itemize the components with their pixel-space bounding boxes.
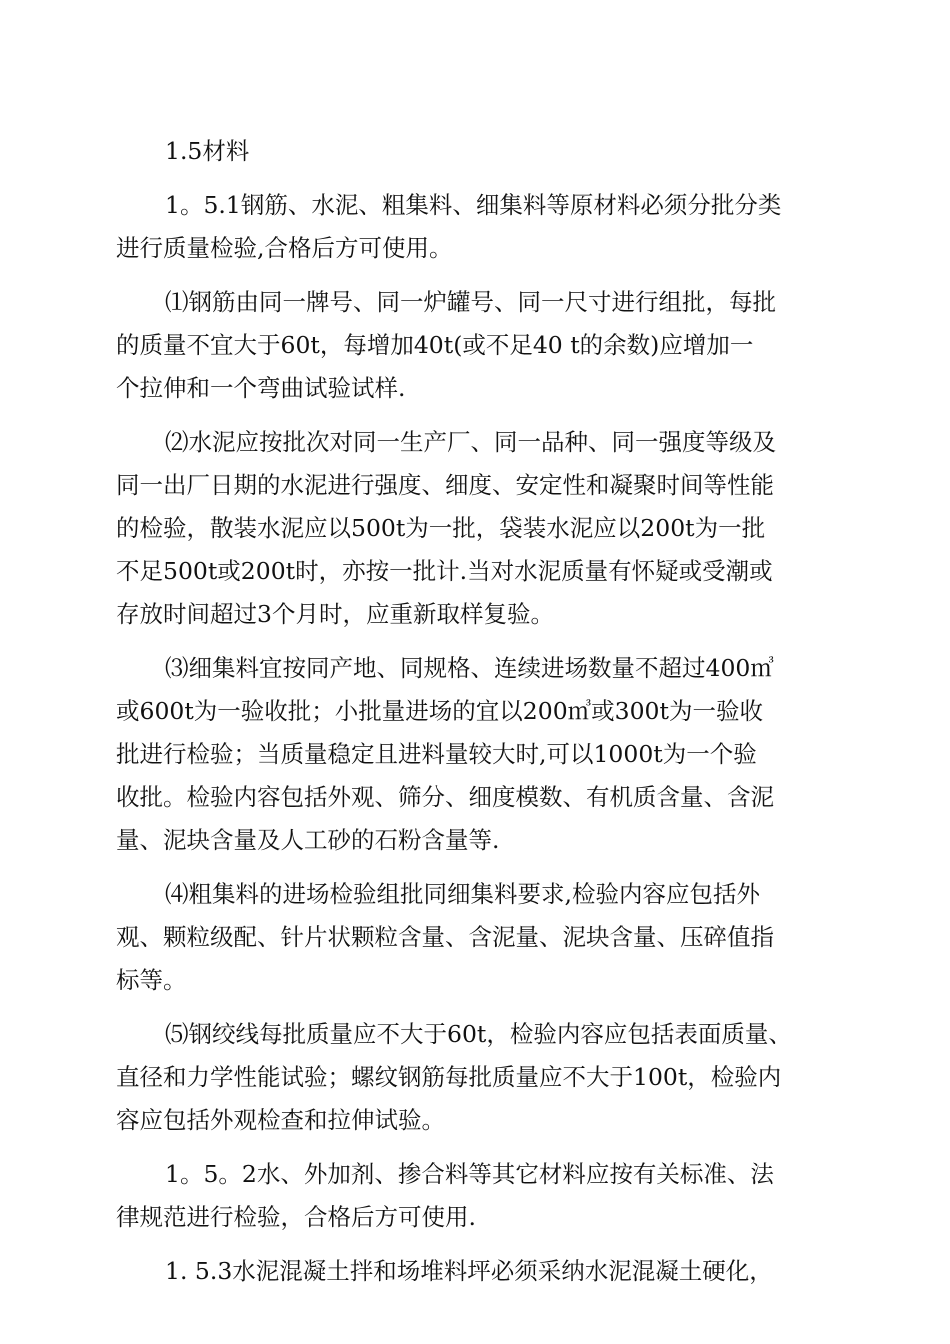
text-line: 直径和力学性能试验；螺纹钢筋每批质量应不大于100t，检验内 [116, 1063, 782, 1091]
text-line: 同一出厂日期的水泥进行强度、细度、安定性和凝聚时间等性能 [116, 471, 774, 499]
text-line: 进行质量检验,合格后方可使用。 [116, 234, 453, 262]
paragraph-item-1 [116, 281, 838, 410]
text-line: 1. 5.3水泥混凝土拌和场堆料坪必须采纳水泥混凝土硬化， [165, 1257, 773, 1285]
paragraph-item-5 [116, 1013, 838, 1142]
paragraph-5-1 [116, 184, 838, 270]
text-line: ⑸钢绞线每批质量应不大于60t，检验内容应包括表面质量、 [165, 1020, 792, 1048]
paragraph-item-3 [116, 647, 838, 862]
paragraph-5-3 [116, 1250, 838, 1293]
text-line: 存放时间超过3个月时，应重新取样复验。 [116, 600, 554, 628]
text-line: 量、泥块含量及人工砂的石粉含量等. [116, 826, 500, 854]
text-line: ⑴钢筋由同一牌号、同一炉罐号、同一尺寸进行组批，每批 [165, 288, 776, 316]
document-body [116, 130, 838, 1293]
text-line: 的质量不宜大于60t，每增加40t(或不足40 t的余数)应增加一 [116, 331, 754, 359]
text-line: 律规范进行检验，合格后方可使用. [116, 1203, 476, 1231]
text-line: 个拉伸和一个弯曲试验试样. [116, 374, 406, 402]
text-line: ⑶细集料宜按同产地、同规格、连续进场数量不超过400㎥ [165, 654, 774, 682]
text-line: ⑷粗集料的进场检验组批同细集料要求,检验内容应包括外 [165, 880, 760, 908]
section-heading: 1.5材料 [165, 137, 250, 165]
text-line: 不足500t或200t时，亦按一批计.当对水泥质量有怀疑或受潮或 [116, 557, 773, 585]
text-line: 收批。检验内容包括外观、筛分、细度模数、有机质含量、含泥 [116, 783, 774, 811]
paragraph-5-2 [116, 1153, 838, 1239]
text-line: 观、颗粒级配、针片状颗粒含量、含泥量、泥块含量、压碎值指 [116, 923, 774, 951]
text-line: 批进行检验；当质量稳定且进料量较大时,可以1000t为一个验 [116, 740, 757, 768]
paragraph-item-4 [116, 873, 838, 1002]
paragraph-item-2 [116, 421, 838, 636]
text-line: 或600t为一验收批；小批量进场的宜以200㎥或300t为一验收 [116, 697, 763, 725]
text-line: 的检验，散装水泥应以500t为一批，袋装水泥应以200t为一批 [116, 514, 766, 542]
text-line: 标等。 [116, 966, 187, 994]
text-line: 1。5.1钢筋、水泥、粗集料、细集料等原材料必须分批分类 [165, 191, 782, 219]
text-line: ⑵水泥应按批次对同一生产厂、同一品种、同一强度等级及 [165, 428, 776, 456]
text-line: 容应包括外观检查和拉伸试验。 [116, 1106, 445, 1134]
text-line: 1。5。2水、外加剂、掺合料等其它材料应按有关标准、法 [165, 1160, 774, 1188]
